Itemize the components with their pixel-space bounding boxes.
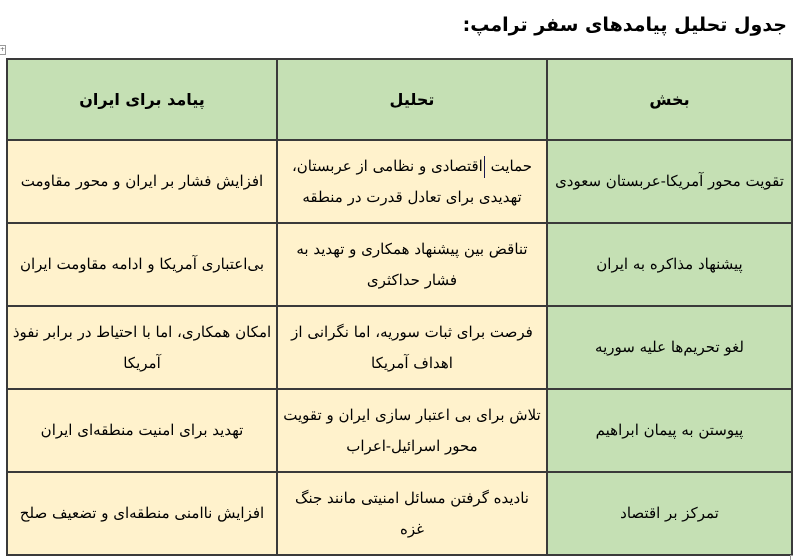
table-row (7, 140, 792, 223)
cell-section[interactable]: تقویت محور آمریکا-عربستان سعودی (547, 140, 792, 223)
document-title: جدول تحلیل پیامدهای سفر ترامپ: (462, 14, 787, 36)
table-header-row (7, 59, 792, 140)
cell-section[interactable]: پیوستن به پیمان ابراهیم (547, 389, 792, 472)
cell-consequence[interactable]: بی‌اعتباری آمریکا و ادامه مقاومت ایران (7, 223, 277, 306)
table-move-handle[interactable]: + (0, 46, 6, 53)
text-cursor (484, 156, 485, 178)
cell-analysis[interactable]: تناقض بین پیشنهاد همکاری و تهدید به فشار حداکثری (277, 223, 547, 306)
cell-analysis[interactable]: فرصت برای ثبات سوریه، اما نگرانی از اهداف آمریکا (277, 306, 547, 389)
cell-analysis[interactable]: تلاش برای بی اعتبار سازی ایران و تقویت محور اسرائیل-اعراب (277, 389, 547, 472)
cell-analysis[interactable]: نادیده گرفتن مسائل امنیتی مانند جنگ غزه (277, 472, 547, 555)
consequences-table (6, 58, 793, 556)
cell-consequence[interactable]: افزایش فشار بر ایران و محور مقاومت (7, 140, 277, 223)
cell-consequence[interactable]: افزایش ناامنی منطقه‌ای و تضعیف صلح (7, 472, 277, 555)
table-row (7, 472, 792, 555)
header-analysis: تحلیل (277, 59, 547, 140)
table-row (7, 389, 792, 472)
cell-section[interactable]: لغو تحریم‌ها علیه سوریه (547, 306, 792, 389)
table-row (7, 306, 792, 389)
header-section: بخش (547, 59, 792, 140)
cell-consequence[interactable]: امکان همکاری، اما با احتیاط در برابر نفوذ آمریکا (7, 306, 277, 389)
cell-consequence[interactable]: تهدید برای امنیت منطقه‌ای ایران (7, 389, 277, 472)
analysis-text-end: اقتصادی و نظامی از عربستان، تهدیدی برای تعادل قدرت در منطقه (291, 156, 522, 206)
header-consequence: پیامد برای ایران (7, 59, 277, 140)
cell-section[interactable]: تمرکز بر اقتصاد (547, 472, 792, 555)
analysis-text-start: حمایت (485, 156, 533, 175)
cell-analysis[interactable] (277, 140, 547, 223)
cell-section[interactable]: پیشنهاد مذاکره به ایران (547, 223, 792, 306)
table-row (7, 223, 792, 306)
